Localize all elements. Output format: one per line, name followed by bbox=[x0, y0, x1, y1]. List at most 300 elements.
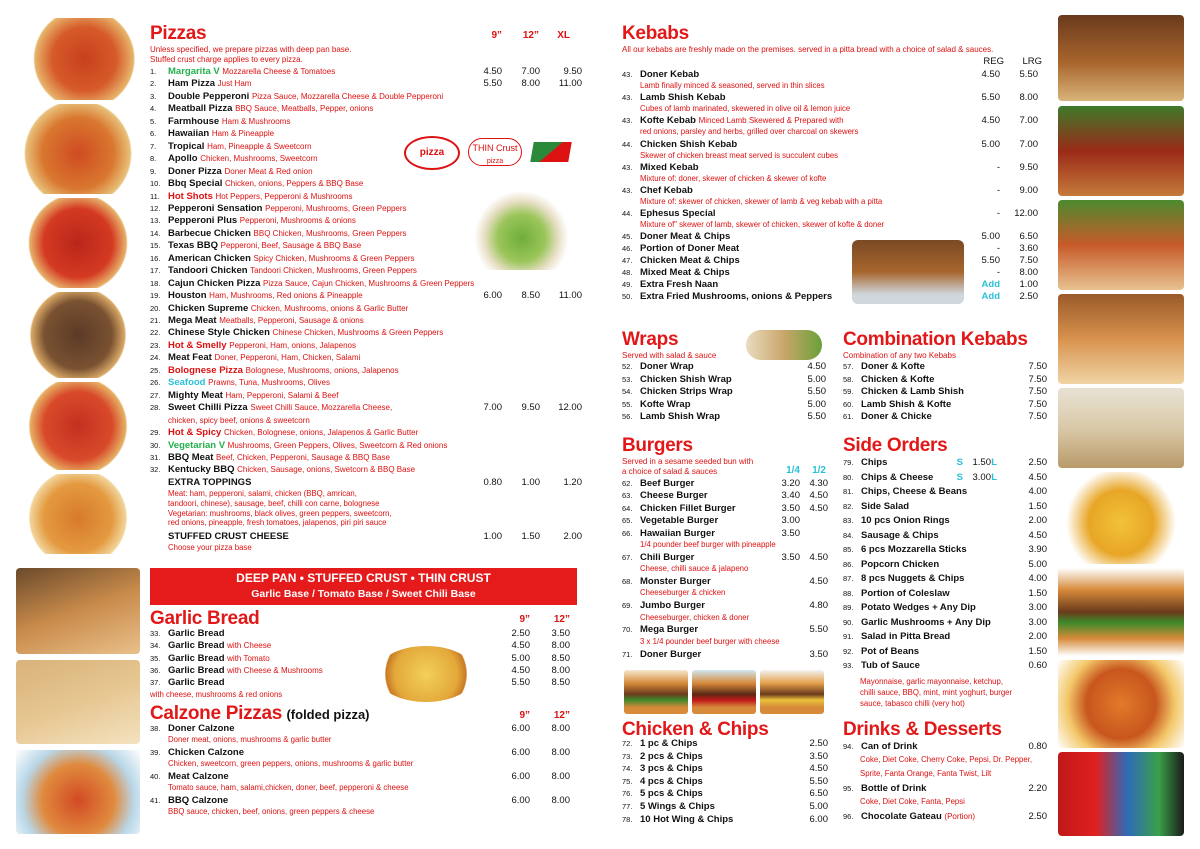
pizza-size-9: 9” bbox=[491, 30, 502, 41]
drink-item-name bbox=[861, 741, 917, 753]
pizza-item-title: Cajun Chicken Pizza bbox=[168, 277, 261, 289]
burger-size-half: 1/2 bbox=[812, 465, 826, 476]
kebab-item-price-0: 5.00 bbox=[981, 231, 1000, 243]
burger-item-name bbox=[640, 503, 736, 515]
wrap-photo bbox=[1058, 388, 1184, 468]
side-item-price-0: 3.90 bbox=[1028, 544, 1047, 555]
pizza-item-price-1: 9.50 bbox=[521, 402, 540, 414]
kebab-description: red onions, parsley and herbs, grilled over charcoal on skewers bbox=[640, 127, 859, 137]
combo-item-name bbox=[861, 386, 964, 398]
side-item-price-1: 3.00 bbox=[972, 471, 991, 483]
pizza-size-xl: XL bbox=[557, 30, 570, 41]
pizza-item-name bbox=[168, 191, 352, 203]
stuffed-crust-price-2: 2.00 bbox=[563, 530, 582, 542]
side-item-title: Salad in Pitta Bread bbox=[861, 631, 951, 642]
kebab-item-name bbox=[640, 69, 699, 81]
side-item-number: 79. bbox=[843, 458, 854, 467]
pizza-item-title: Pepperoni Plus bbox=[168, 215, 238, 227]
pizza-item-description: BBQ Sauce, Meatballs, Pepper, onions bbox=[235, 104, 374, 114]
combo-item bbox=[843, 411, 1053, 424]
pizza-item-number: 20. bbox=[150, 303, 161, 313]
wrap-item-name bbox=[640, 399, 691, 411]
calzone-subtitle: (folded pizza) bbox=[286, 707, 370, 722]
side-item-number: 82. bbox=[843, 501, 854, 511]
kebab-item bbox=[622, 162, 1052, 175]
chicken-item-number: 78. bbox=[622, 814, 633, 824]
herbs-image bbox=[474, 190, 569, 270]
pizza-item bbox=[150, 116, 580, 129]
side-item bbox=[843, 617, 1053, 630]
pizza-item-name bbox=[168, 352, 360, 364]
side-item-price-0: 4.50 bbox=[1028, 529, 1047, 541]
kebab-item-title: Chef Kebab bbox=[640, 185, 693, 196]
kebab-item bbox=[622, 267, 1052, 280]
pizza-item bbox=[150, 340, 580, 353]
burger-item-price-0: 3.00 bbox=[781, 515, 800, 527]
pizza-item-price-0: 7.00 bbox=[483, 402, 502, 414]
side-item-name bbox=[861, 631, 950, 643]
calzone-photo-2 bbox=[16, 660, 140, 744]
burger-item-price-0: 3.50 bbox=[781, 551, 800, 563]
burger-item-title: Mega Burger bbox=[640, 624, 699, 636]
pizza-item-price-2: 12.00 bbox=[558, 402, 582, 414]
side-item-name bbox=[861, 602, 976, 614]
pizza-item-title: Barbecue Chicken bbox=[168, 227, 251, 239]
garlic-item-name bbox=[168, 665, 323, 677]
kebab-item-price-1: 7.00 bbox=[1019, 138, 1038, 150]
pizza-item-title: Tropical bbox=[168, 140, 205, 152]
combo-item-name bbox=[861, 361, 925, 373]
pizza-item-number: 15. bbox=[150, 241, 161, 251]
combo-item-name bbox=[861, 411, 932, 423]
pizza-item-price-0: 5.50 bbox=[483, 78, 502, 90]
side-item-number: 91. bbox=[843, 632, 854, 641]
burger-description: Cheeseburger & chicken bbox=[640, 588, 726, 598]
burger-item-price-0: 3.40 bbox=[781, 490, 800, 502]
drink-item bbox=[843, 741, 1053, 754]
wrap-item bbox=[622, 361, 832, 374]
calzone-description: Tomato sauce, ham, salami,chicken, doner, beef, pepperoni & cheese bbox=[168, 783, 409, 792]
thin-crust-sub: pizza bbox=[486, 158, 504, 165]
garlic-item-number: 37. bbox=[150, 678, 161, 688]
kebab-item-price-0: - bbox=[996, 267, 1000, 279]
side-item-number: 89. bbox=[843, 603, 854, 612]
side-item-title: Chips, Cheese & Beans bbox=[861, 486, 968, 497]
burger-item-number: 63. bbox=[622, 491, 633, 501]
pizza-item-description: Pepperoni, Mushrooms, Green Peppers bbox=[265, 203, 407, 213]
burger-item bbox=[622, 503, 832, 516]
garlic-item bbox=[150, 665, 580, 678]
chicken-item-price-0: 2.50 bbox=[809, 738, 828, 749]
kebab-item-name bbox=[640, 291, 832, 303]
kebab-item-price-1: 7.50 bbox=[1019, 255, 1038, 267]
kebab-item-price-1: 9.50 bbox=[1019, 161, 1038, 173]
burger-photo bbox=[1058, 568, 1184, 656]
burger-item bbox=[622, 552, 832, 565]
burger-item-number: 69. bbox=[622, 601, 633, 611]
kebab-item-price-0: 5.00 bbox=[981, 138, 1000, 150]
side-item-name bbox=[861, 588, 950, 600]
pizza-item-number: 5. bbox=[150, 116, 157, 126]
drink-item-number: 96. bbox=[843, 812, 854, 821]
pizza-item bbox=[150, 464, 580, 477]
kebab-item-name bbox=[640, 243, 739, 255]
kebab-item-name bbox=[640, 267, 730, 279]
wrap-item-name bbox=[640, 386, 733, 398]
burger-image-3 bbox=[760, 670, 824, 714]
garlic-item-name bbox=[168, 677, 225, 689]
stuffed-crust-name bbox=[168, 531, 289, 543]
side-item-title: Chips bbox=[861, 457, 888, 468]
chicken-item bbox=[622, 751, 832, 764]
wrap-item bbox=[622, 386, 832, 399]
garlic-item-title: Garlic Bread bbox=[168, 640, 225, 652]
side-item bbox=[843, 472, 1053, 485]
calzone-item-number: 40. bbox=[150, 772, 161, 781]
burger-item-number: 67. bbox=[622, 552, 633, 562]
chicken-item bbox=[622, 776, 832, 789]
side-item bbox=[843, 573, 1053, 586]
kebab-description: Mixture of: skewer of chicken, skewer of lamb & veg kebab with a pitta bbox=[640, 197, 883, 206]
pizza-item-title: Vegetarian V bbox=[168, 439, 226, 451]
combo-title: Combination Kebabs bbox=[843, 329, 1028, 350]
kebab-item-price-1: 9.00 bbox=[1019, 185, 1038, 196]
pizzas-note-1: Unless specified, we prepare pizzas with deep pan base. bbox=[150, 45, 352, 54]
kebab-item-title: Mixed Kebab bbox=[640, 161, 699, 173]
extra-toppings-line: Vegetarian: mushrooms, black olives, green peppers, sweetcorn, bbox=[168, 508, 392, 518]
combo-item-name bbox=[861, 374, 934, 386]
kebab-item bbox=[622, 115, 1052, 128]
garlic-item-price-1: 8.00 bbox=[551, 640, 570, 652]
kebab-item-name bbox=[640, 208, 716, 220]
side-item bbox=[843, 501, 1053, 514]
pizza-item-description: Doner, Pepperoni, Ham, Chicken, Salami bbox=[214, 353, 361, 363]
pizza-item-title: Ham Pizza bbox=[168, 78, 215, 90]
chicken-item-title: 4 pcs & Chips bbox=[640, 775, 703, 787]
kebab-item-number: 46. bbox=[622, 244, 633, 254]
kebab-item bbox=[622, 208, 1052, 221]
sauce-line-3: sauce, tabasco chilli (very hot) bbox=[860, 699, 965, 708]
side-item bbox=[843, 588, 1053, 601]
garlic-item bbox=[150, 628, 580, 641]
pizza-item-number: 14. bbox=[150, 228, 161, 238]
drink-item-name bbox=[861, 783, 926, 795]
drink-item-number: 95. bbox=[843, 784, 854, 793]
pizza-item-description: Prawns, Tuna, Mushrooms, Olives bbox=[208, 378, 330, 388]
drink-item-price-0: 2.50 bbox=[1028, 811, 1047, 822]
kebab-extra: Minced Lamb Skewered & Prepared with bbox=[698, 116, 844, 126]
pizza-item-description: Pizza Sauce, Mozzarella Cheese & Double Pepperoni bbox=[251, 91, 444, 101]
pizza-item-number: 16. bbox=[150, 253, 161, 263]
side-item-price-0: 3.00 bbox=[1028, 616, 1047, 628]
pizza-item-description: Spicy Chicken, Mushrooms & Green Peppers bbox=[253, 253, 415, 263]
burger-item-price-1: 4.30 bbox=[809, 478, 828, 489]
calzone-item-number: 38. bbox=[150, 724, 161, 733]
pizza-item-description: Pepperoni, Ham, onions, Jalapenos bbox=[229, 340, 356, 350]
side-item-title: Garlic Mushrooms + Any Dip bbox=[861, 616, 991, 628]
chicken-item-name bbox=[640, 738, 698, 750]
side-item-title: Side Salad bbox=[861, 500, 910, 512]
kebab-item-price-1: 8.00 bbox=[1019, 267, 1038, 279]
pizza-item-description: Tandoori Chicken, Mushrooms, Green Peppers bbox=[250, 266, 417, 276]
pizza-item-title: Sweet Chilli Pizza bbox=[168, 402, 248, 414]
combo-item bbox=[843, 386, 1053, 399]
wrap-item bbox=[622, 399, 832, 412]
pizza-item-description: Pepperoni, Beef, Sausage & BBQ Base bbox=[220, 241, 362, 251]
side-item-number: 80. bbox=[843, 472, 854, 482]
wrap-item-price-0: 4.50 bbox=[807, 361, 826, 372]
chicken-item-title: 5 Wings & Chips bbox=[640, 801, 715, 812]
calzone-item-name bbox=[168, 747, 244, 759]
combo-item-title: Doner & Chicke bbox=[861, 411, 932, 423]
stuffed-crust-price-0: 1.00 bbox=[483, 530, 502, 542]
chicken-item-price-0: 5.00 bbox=[809, 801, 828, 812]
garlic-item-number: 36. bbox=[150, 665, 161, 675]
garlic-item-name bbox=[168, 653, 270, 665]
pizza-item-name bbox=[168, 402, 392, 414]
side-item-price-0: 0.60 bbox=[1028, 660, 1047, 671]
side-item-price-3: 2.50 bbox=[1028, 457, 1047, 468]
garlic-item bbox=[150, 653, 580, 666]
extra-toppings bbox=[150, 477, 580, 490]
pizza-photo-6 bbox=[16, 474, 140, 554]
pizza-item-description: Doner Meat & Red onion bbox=[224, 166, 313, 176]
combo-item bbox=[843, 374, 1053, 387]
garlic-bread-note: with cheese, mushrooms & red onions bbox=[150, 690, 283, 699]
burger-description: Cheeseburger, chicken & doner bbox=[640, 612, 750, 622]
wrap-item-name bbox=[640, 374, 732, 386]
calzone-item-name bbox=[168, 771, 229, 783]
side-item-name bbox=[861, 617, 991, 629]
side-item-price-0: 4.00 bbox=[1028, 486, 1047, 497]
pizzas-title: Pizzas bbox=[150, 23, 207, 44]
pizza-item-number: 29. bbox=[150, 428, 161, 438]
calzone-size-9: 9” bbox=[519, 710, 530, 721]
kebab-item-title: Chicken Meat & Chips bbox=[640, 255, 740, 267]
side-item-title: Potato Wedges + Any Dip bbox=[861, 602, 976, 613]
pizza-logo: pizza bbox=[404, 136, 460, 170]
kebab-item-price-1: 3.60 bbox=[1019, 243, 1038, 255]
combo-item-number: 61. bbox=[843, 412, 854, 422]
calzone-item-number: 41. bbox=[150, 796, 161, 805]
kebab-item bbox=[622, 139, 1052, 152]
side-item-number: 81. bbox=[843, 487, 854, 496]
calzone-photo-1 bbox=[16, 568, 140, 654]
kebab-item-title: Kofte Kebab bbox=[640, 115, 696, 127]
pizza-size-12: 12” bbox=[522, 30, 539, 41]
side-item-price-0: 2.00 bbox=[1028, 631, 1047, 642]
side-item-title: 10 pcs Onion Rings bbox=[861, 515, 950, 526]
pizza-item-description: Hot Peppers, Pepperoni & Mushrooms bbox=[215, 191, 353, 201]
pizza-item-title: Mighty Meat bbox=[168, 389, 223, 401]
garlic-item-price-0: 4.50 bbox=[511, 640, 530, 652]
combo-item-number: 59. bbox=[843, 387, 854, 397]
burger-size-quarter: 1/4 bbox=[786, 465, 800, 476]
garlic-item-price-0: 5.50 bbox=[511, 677, 530, 689]
burger-image-1 bbox=[624, 670, 688, 714]
pizza-box-image bbox=[530, 142, 572, 162]
drink-item-title: Bottle of Drink bbox=[861, 783, 927, 794]
burger-item-name bbox=[640, 600, 705, 612]
pizza-item-name bbox=[168, 440, 447, 452]
combo-item-name bbox=[861, 399, 951, 411]
burger-item-name bbox=[640, 624, 698, 636]
kebab-item-price-1: 2.50 bbox=[1019, 291, 1038, 303]
pizza-item bbox=[150, 166, 580, 179]
kebab-item-price-1: 1.00 bbox=[1019, 279, 1038, 291]
burger-item-number: 71. bbox=[622, 649, 633, 659]
pizza-photo-2 bbox=[16, 104, 140, 194]
garlic-item-price-0: 4.50 bbox=[511, 664, 530, 676]
wrap-item-title: Chicken Shish Wrap bbox=[640, 373, 732, 385]
drink-item-title: Can of Drink bbox=[861, 741, 918, 752]
pizza-item-title: BBQ Meat bbox=[168, 451, 214, 463]
kebab-item-price-1: 12.00 bbox=[1014, 208, 1038, 220]
pizza-item-title: Apollo bbox=[168, 153, 198, 165]
pizza-item-name bbox=[168, 228, 407, 240]
pizza-item-name bbox=[168, 153, 318, 165]
burger-item-price-1: 4.80 bbox=[809, 600, 828, 612]
garlic-item-description: with Tomato bbox=[227, 653, 270, 663]
pizza-item-title: Chicken Supreme bbox=[168, 302, 249, 314]
side-item bbox=[843, 660, 1053, 673]
pizza-item-price-1: 8.00 bbox=[521, 78, 540, 90]
chicken-item-number: 73. bbox=[622, 751, 633, 761]
kebab-item-price-1: 7.00 bbox=[1019, 115, 1038, 127]
kebab-description: Mixture of: doner, skewer of chicken & skewer of kofte bbox=[640, 173, 827, 183]
stuffed-crust bbox=[150, 531, 580, 544]
calzone-item-title: Doner Calzone bbox=[168, 723, 235, 734]
pizza-item-name bbox=[168, 128, 274, 140]
side-item-price-0: 5.00 bbox=[1028, 558, 1047, 570]
wrap-item-title: Kofte Wrap bbox=[640, 398, 691, 410]
kebab-item-title: Doner Meat & Chips bbox=[640, 231, 731, 243]
calzone-item-title: BBQ Calzone bbox=[168, 795, 229, 806]
drink-item bbox=[843, 783, 1053, 796]
crust-banner-line1: DEEP PAN • STUFFED CRUST • THIN CRUST bbox=[236, 571, 491, 585]
calzone-description: Chicken, sweetcorn, green peppers, onions, mushrooms & garlic butter bbox=[168, 759, 414, 768]
pizza-item-number: 19. bbox=[150, 291, 161, 301]
pizza-item bbox=[150, 440, 580, 453]
pizza-item-description: Chicken, Bolognese, onions, Jalapenos & Garlic Butter bbox=[223, 428, 419, 438]
kebab-item bbox=[622, 255, 1052, 268]
extra-toppings-title: EXTRA TOPPINGS bbox=[168, 476, 252, 488]
pizza-item bbox=[150, 402, 580, 415]
side-item bbox=[843, 486, 1053, 499]
garlic-item-price-1: 8.50 bbox=[551, 677, 570, 689]
wrap-item-price-0: 5.00 bbox=[807, 373, 826, 385]
garlic-item-description: with Cheese & Mushrooms bbox=[227, 665, 323, 675]
pizza-item-description: Mushrooms, Green Peppers, Olives, Sweetcorn & Red onions bbox=[227, 440, 448, 450]
pizza-item-number: 13. bbox=[150, 216, 161, 226]
pizza-item-number: 30. bbox=[150, 440, 161, 450]
crust-banner-line2: Garlic Base / Tomato Base / Sweet Chili Base bbox=[251, 588, 476, 600]
burger-item-name bbox=[640, 490, 708, 502]
pizza-item-price-0: 4.50 bbox=[483, 66, 502, 77]
pizza-photo-4 bbox=[16, 292, 140, 378]
pizza-item-title: Houston bbox=[168, 290, 207, 302]
pizza-item-price-1: 8.50 bbox=[521, 290, 540, 302]
pizza-item-number: 8. bbox=[150, 154, 157, 164]
combo-note: Combination of any two Kebabs bbox=[843, 351, 956, 360]
wrap-item-number: 52. bbox=[622, 362, 633, 371]
burger-item-title: Doner Burger bbox=[640, 648, 702, 660]
thin-crust-label: THIN Crust bbox=[472, 143, 518, 153]
combo-item-price-0: 7.50 bbox=[1028, 411, 1047, 423]
side-item-number: 83. bbox=[843, 516, 854, 525]
pizza-item-name bbox=[168, 240, 361, 252]
chicken-item-title: 3 pcs & Chips bbox=[640, 763, 703, 775]
burger-item-title: Vegetable Burger bbox=[640, 515, 719, 527]
garlic-item bbox=[150, 677, 580, 690]
pizza-item-title: Hawaiian bbox=[168, 128, 210, 140]
calzone-item-number: 39. bbox=[150, 748, 161, 757]
garlic-item-number: 35. bbox=[150, 653, 161, 663]
kebab-photo-1 bbox=[1058, 15, 1184, 101]
combo-item-price-0: 7.50 bbox=[1028, 386, 1047, 398]
pizza-item-name bbox=[168, 116, 290, 128]
side-item-price-0: S bbox=[956, 457, 963, 468]
kebab-item-price-0: Add bbox=[981, 291, 1000, 303]
wrap-image bbox=[746, 330, 822, 360]
pizza-item-description: BBQ Chicken, Mushrooms, Green Peppers bbox=[253, 228, 407, 238]
pizza-item-name bbox=[168, 78, 251, 90]
side-item-number: 87. bbox=[843, 574, 854, 583]
burger-item-name bbox=[640, 478, 694, 490]
pizza-item-description: Mozzarella Cheese & Tomatoes bbox=[222, 67, 336, 76]
side-item bbox=[843, 602, 1053, 615]
side-item-number: 90. bbox=[843, 617, 854, 627]
drink-extra: (Portion) bbox=[944, 812, 976, 821]
kebab-item-price-0: 4.50 bbox=[981, 69, 1000, 80]
side-item bbox=[843, 457, 1053, 470]
side-item-price-3: 4.50 bbox=[1028, 471, 1047, 483]
wrap-item-number: 56. bbox=[622, 412, 633, 422]
kebab-item-price-0: - bbox=[996, 208, 1000, 220]
combo-item-title: Doner & Kofte bbox=[861, 361, 925, 372]
calzone-photo-3 bbox=[16, 750, 140, 834]
pizza-item-number: 24. bbox=[150, 353, 161, 363]
calzone-item bbox=[150, 795, 580, 808]
kebab-item-price-1: 8.00 bbox=[1019, 92, 1038, 104]
combo-item-number: 60. bbox=[843, 399, 854, 409]
pizza-item-name bbox=[168, 265, 417, 277]
chicken-photo bbox=[1058, 660, 1184, 748]
pizza-item-number: 27. bbox=[150, 390, 161, 400]
crust-banner bbox=[150, 568, 577, 605]
burger-item-price-1: 4.50 bbox=[809, 490, 828, 502]
side-item-price-0: 1.50 bbox=[1028, 500, 1047, 512]
burger-item-number: 64. bbox=[622, 503, 633, 513]
burger-item-title: Jumbo Burger bbox=[640, 600, 705, 612]
pizza-item bbox=[150, 91, 580, 104]
pizza-item-number: 31. bbox=[150, 452, 161, 462]
pizza-item-name bbox=[168, 452, 390, 464]
side-item bbox=[843, 631, 1053, 644]
kebab-item-number: 44. bbox=[622, 139, 633, 149]
chicken-item-title: 2 pcs & Chips bbox=[640, 750, 703, 762]
kebab-item-number: 43. bbox=[622, 93, 633, 103]
calzone-item-price-0: 6.00 bbox=[511, 771, 530, 782]
wrap-item-number: 54. bbox=[622, 387, 633, 397]
garlic-item-name bbox=[168, 640, 271, 652]
burger-item-number: 62. bbox=[622, 479, 633, 488]
kebab-item-number: 43. bbox=[622, 162, 633, 172]
side-item-price-2: L bbox=[991, 457, 997, 468]
wrap-item-price-0: 5.50 bbox=[807, 386, 826, 398]
burger-item-name bbox=[640, 528, 715, 540]
pizza-item-name bbox=[168, 91, 443, 103]
